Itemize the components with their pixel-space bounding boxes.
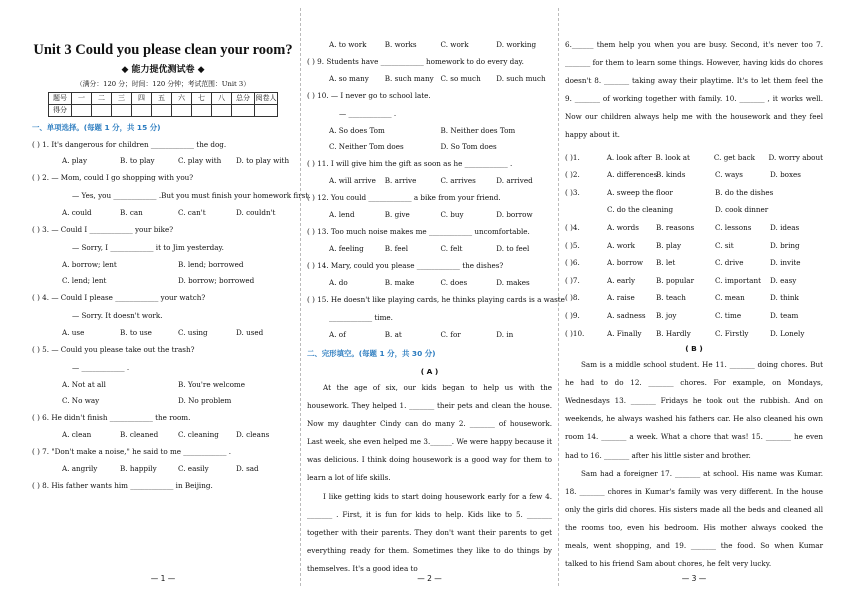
question-6: ( ) 6. He didn't finish ____________ the room. (32, 413, 191, 422)
option-d[interactable]: D. cleans (236, 430, 270, 439)
option-a[interactable]: A. to work (329, 40, 367, 49)
test-subtitle: ◆ 能力提优测试卷 ◆ (121, 65, 205, 75)
cloze-row: ( )9. A. sadness B. joy C. time D. team (565, 310, 799, 320)
option-b[interactable]: B. can (120, 208, 143, 217)
question-5: ( ) 5. — Could you please take out the trash? (32, 345, 195, 354)
question-12: ( ) 12. You could ____________ a bike from your friend. (307, 193, 501, 202)
option-c[interactable]: C. Neither Tom does (329, 142, 404, 151)
option-a[interactable]: A. borrow; lent (62, 260, 117, 269)
option-b[interactable]: B. to play (120, 156, 155, 165)
score-header-row (49, 93, 278, 105)
option-d[interactable]: D. used (236, 328, 264, 337)
question-1: ( ) 1. It's dangerous for children ____________ the dog. (32, 140, 227, 149)
options (307, 241, 552, 257)
page-number: — 3 — (681, 574, 707, 583)
score-cell: 题号 (49, 93, 72, 105)
option-c[interactable]: C. using (178, 328, 208, 337)
dialogue-line: — Yes, you ____________ .But you must finish your homework first. (72, 191, 311, 200)
option-c[interactable]: C. so much (440, 74, 481, 83)
options (32, 427, 294, 443)
option-b[interactable]: B. make (384, 278, 415, 287)
section-heading: 二、完形填空。(每题 1 分，共 30 分) (307, 349, 436, 358)
score-cell[interactable] (92, 105, 112, 117)
option-a[interactable]: A. will arrive (329, 176, 376, 185)
score-cell: 阅卷人 (255, 93, 278, 105)
option-b[interactable]: B. works (384, 40, 417, 49)
question-15: ( ) 15. He doesn't like playing cards, he thinks playing cards is a waste (307, 295, 565, 304)
option-b[interactable]: B. cleaned (120, 430, 159, 439)
score-cell: 三 (112, 93, 132, 105)
option-b[interactable]: B. at (384, 330, 402, 339)
option-a[interactable]: A. do (329, 278, 348, 287)
score-cell: 七 (192, 93, 212, 105)
score-cell[interactable] (132, 105, 152, 117)
question-8: ( ) 8. His father wants him ____________ in Beijing. (32, 481, 213, 490)
option-c[interactable]: C. buy (440, 210, 464, 219)
options (32, 393, 294, 409)
option-d[interactable]: D. working (496, 40, 537, 49)
option-c[interactable]: C. can't (178, 208, 206, 217)
page-title: Unit 3 Could you please clean your room? (33, 42, 293, 58)
score-cell: 得分 (49, 105, 72, 117)
question-2: ( ) 2. — Mom, could I go shopping with you? (32, 173, 194, 182)
dialogue-line: — Sorry, I ____________ it to Jim yesterday. (72, 243, 224, 252)
score-cell[interactable] (232, 105, 255, 117)
question-4: ( ) 4. — Could I please ____________ your watch? (32, 293, 206, 302)
score-cell[interactable] (192, 105, 212, 117)
option-a[interactable]: A. lend (329, 210, 355, 219)
cloze-row: ( )5. A. work B. play C. sit D. bring (565, 240, 800, 250)
options (32, 325, 294, 341)
option-c[interactable]: C. play with (178, 156, 222, 165)
option-d[interactable]: D. borrow (496, 210, 533, 219)
page-2 (307, 0, 565, 608)
options (32, 377, 294, 393)
options (32, 461, 294, 477)
passage-a-heading: ( A ) (420, 367, 439, 376)
option-b[interactable]: B. You're welcome (178, 380, 246, 389)
options (307, 173, 552, 189)
options (32, 257, 294, 273)
page-1 (32, 0, 311, 608)
options (32, 153, 294, 169)
option-c[interactable]: C. arrives (440, 176, 476, 185)
options (32, 205, 294, 221)
options (307, 71, 552, 87)
score-cell: 五 (152, 93, 172, 105)
options (32, 273, 294, 289)
options (307, 123, 552, 139)
option-d[interactable]: D. So Tom does (440, 142, 497, 151)
option-b[interactable]: B. arrive (384, 176, 417, 185)
dialogue-line: — Sorry. It doesn't work. (72, 311, 163, 320)
page-number: — 2 — (417, 574, 442, 583)
option-c[interactable]: C. easily (178, 464, 209, 473)
score-cell[interactable] (152, 105, 172, 117)
option-a[interactable]: A. feeling (329, 244, 364, 253)
passage-b-heading: ( B ) (685, 344, 703, 354)
question-7: ( ) 7. "Don't make a noise," he said to me ____________ . (32, 447, 232, 456)
score-table (48, 92, 278, 117)
question-14: ( ) 14. Mary, could you please ____________ the dishes? (307, 261, 504, 270)
option-a[interactable]: A. of (329, 330, 346, 339)
question-11: ( ) 11. I will give him the gift as soon as he ____________ . (307, 159, 513, 168)
option-a[interactable]: A. Not at all (62, 380, 106, 389)
option-d[interactable]: D. makes (496, 278, 530, 287)
score-cell: 四 (132, 93, 152, 105)
score-cell[interactable] (212, 105, 232, 117)
option-c[interactable]: C. felt (440, 244, 463, 253)
score-cell: 总分 (232, 93, 255, 105)
option-b[interactable]: B. to use (120, 328, 152, 337)
cloze-row: ( )1. A. look after B. look at C. get back D. worry about (565, 152, 823, 162)
passage-b-paragraph-1: Sam is a middle school student. He 11. _______ doing chores. But he had to do 12. _______ chores. For example, on Mondays, Wednesdays 13. _______ Fridays he took out the rubbish. And on weekends, he always washed his fathers car. He also cleaned his own room 14. _______ a week. What a chore that was! 15. _______ he even had to 16. _______ after his little sister and brother. (565, 360, 823, 460)
question-9: ( ) 9. Students have ____________ homework to do every day. (307, 57, 524, 66)
score-cell[interactable] (72, 105, 92, 117)
column-divider (300, 8, 301, 586)
score-value-row (49, 105, 278, 117)
cloze-row: ( )6. A. borrow B. let C. drive D. invite (565, 258, 801, 268)
score-cell: 六 (172, 93, 192, 105)
question-3: ( ) 3. — Could I ____________ your bike? (32, 225, 174, 234)
option-d[interactable]: D. to play with (236, 156, 290, 165)
section-heading: 一、单项选择。(每题 1 分，共 15 分) (32, 123, 161, 132)
cloze-row: C. do the cleaning D. cook dinner (607, 205, 769, 215)
cloze-row: ( )7. A. early B. popular C. important D. easy (565, 275, 797, 285)
option-a[interactable]: A. clean (62, 430, 92, 439)
passage-a-paragraph-2: I like getting kids to start doing housework early for a few 4. _______ . First, it is fun for kids to help. Kids like to 5. _______ together with their parents. They don't want their parents to get everything ready for them. Sometimes they like to do things by themselves. It's a good idea to (307, 491, 552, 573)
options (307, 327, 552, 343)
dialogue-line: — ____________ . (72, 363, 130, 372)
options (307, 275, 552, 291)
option-a[interactable]: A. so many (329, 74, 369, 83)
option-b[interactable]: B. happily (120, 464, 157, 473)
option-d[interactable]: D. borrow; borrowed (178, 276, 255, 285)
passage-a-paragraph-1: At the age of six, our kids began to help us with the housework. They helped 1. _______ their pets and clean the house. Now my daughter Cindy can do many 2. _______ of housework. Last week, she even helped me 3.______. We were happy because it was delicious. I think doing housework is a good way for them to learn a lot of life skills. (307, 383, 552, 483)
page-3 (565, 0, 823, 608)
option-d[interactable]: D. arrived (496, 176, 533, 185)
option-d[interactable]: D. in (496, 330, 514, 339)
passage-a-continuation: 6.______ them help you when you are busy. Second, it's never too 7. _______ for them to learn some things. However, having kids do chores doesn't 8. _______ taking away their playtime. It's to let them feel the 9. _______ of working together with family. 10. _______ , it works well. Now our children always help me with the housework and they feel happy about it. (565, 40, 823, 140)
option-c[interactable]: C. for (440, 330, 461, 339)
exam-meta: （满分：120 分；时间：120 分钟；考试范围：Unit 3） (75, 80, 251, 88)
option-a[interactable]: A. use (62, 328, 85, 337)
score-cell[interactable] (255, 105, 278, 117)
question-10: ( ) 10. — I never go to school late. (307, 91, 431, 100)
cloze-row: ( )8. A. raise B. teach C. mean D. think (565, 293, 799, 303)
option-b[interactable]: B. lend; borrowed (178, 260, 244, 269)
score-cell[interactable] (112, 105, 132, 117)
cloze-row: ( )2. A. differences B. kinds C. ways D. boxes (565, 170, 801, 180)
options (307, 207, 552, 223)
option-d[interactable]: D. sad (236, 464, 259, 473)
option-d[interactable]: D. No problem (178, 396, 232, 405)
option-a[interactable]: A. could (62, 208, 92, 217)
option-b[interactable]: B. such many (384, 74, 434, 83)
score-cell: 一 (72, 93, 92, 105)
option-a[interactable]: A. angrily (62, 464, 98, 473)
cloze-options (565, 149, 823, 343)
passage-b-paragraph-2: Sam had a foreigner 17. _______ at school. His name was Kumar. 18. _______ chores in Kumar's family was very different. In the house only the girls did chores. His sisters made all the beds and cleaned all the rooms too, even his bedroom. His mother always cooked the meals, went shopping, and 19. _______ the food. So when Kumar talked to his friend Sam about chores, he felt very lucky. (565, 468, 823, 569)
option-b[interactable]: B. Neither does Tom (440, 126, 516, 135)
option-a[interactable]: A. So does Tom (329, 126, 385, 135)
score-cell: 二 (92, 93, 112, 105)
score-cell[interactable] (172, 105, 192, 117)
option-c[interactable]: C. does (440, 278, 468, 287)
dialogue-line: — ____________ . (339, 109, 397, 118)
option-d[interactable]: D. such much (496, 74, 546, 83)
option-c[interactable]: C. cleaning (178, 430, 219, 439)
page-number: — 1 — (150, 574, 176, 583)
options (307, 37, 552, 53)
option-b[interactable]: B. feel (384, 244, 409, 253)
cloze-row: ( )10. A. Finally B. Hardly C. Firstly D. Lonely (565, 328, 805, 338)
cloze-row: ( )3. A. sweep the floor B. do the dishes (565, 187, 774, 197)
question-13: ( ) 13. Too much noise makes me ____________ uncomfortable. (307, 227, 530, 236)
option-b[interactable]: B. give (384, 210, 410, 219)
question-continuation: ____________ time. (329, 313, 393, 322)
options (307, 139, 552, 155)
option-a[interactable]: A. play (62, 156, 88, 165)
option-c[interactable]: C. lend; lent (62, 276, 107, 285)
score-cell: 八 (212, 93, 232, 105)
cloze-row: ( )4. A. words B. reasons C. lessons D. ideas (565, 222, 800, 232)
option-c[interactable]: C. work (440, 40, 469, 49)
option-c[interactable]: C. No way (62, 396, 100, 405)
option-d[interactable]: D. to feel (496, 244, 530, 253)
option-d[interactable]: D. couldn't (236, 208, 276, 217)
